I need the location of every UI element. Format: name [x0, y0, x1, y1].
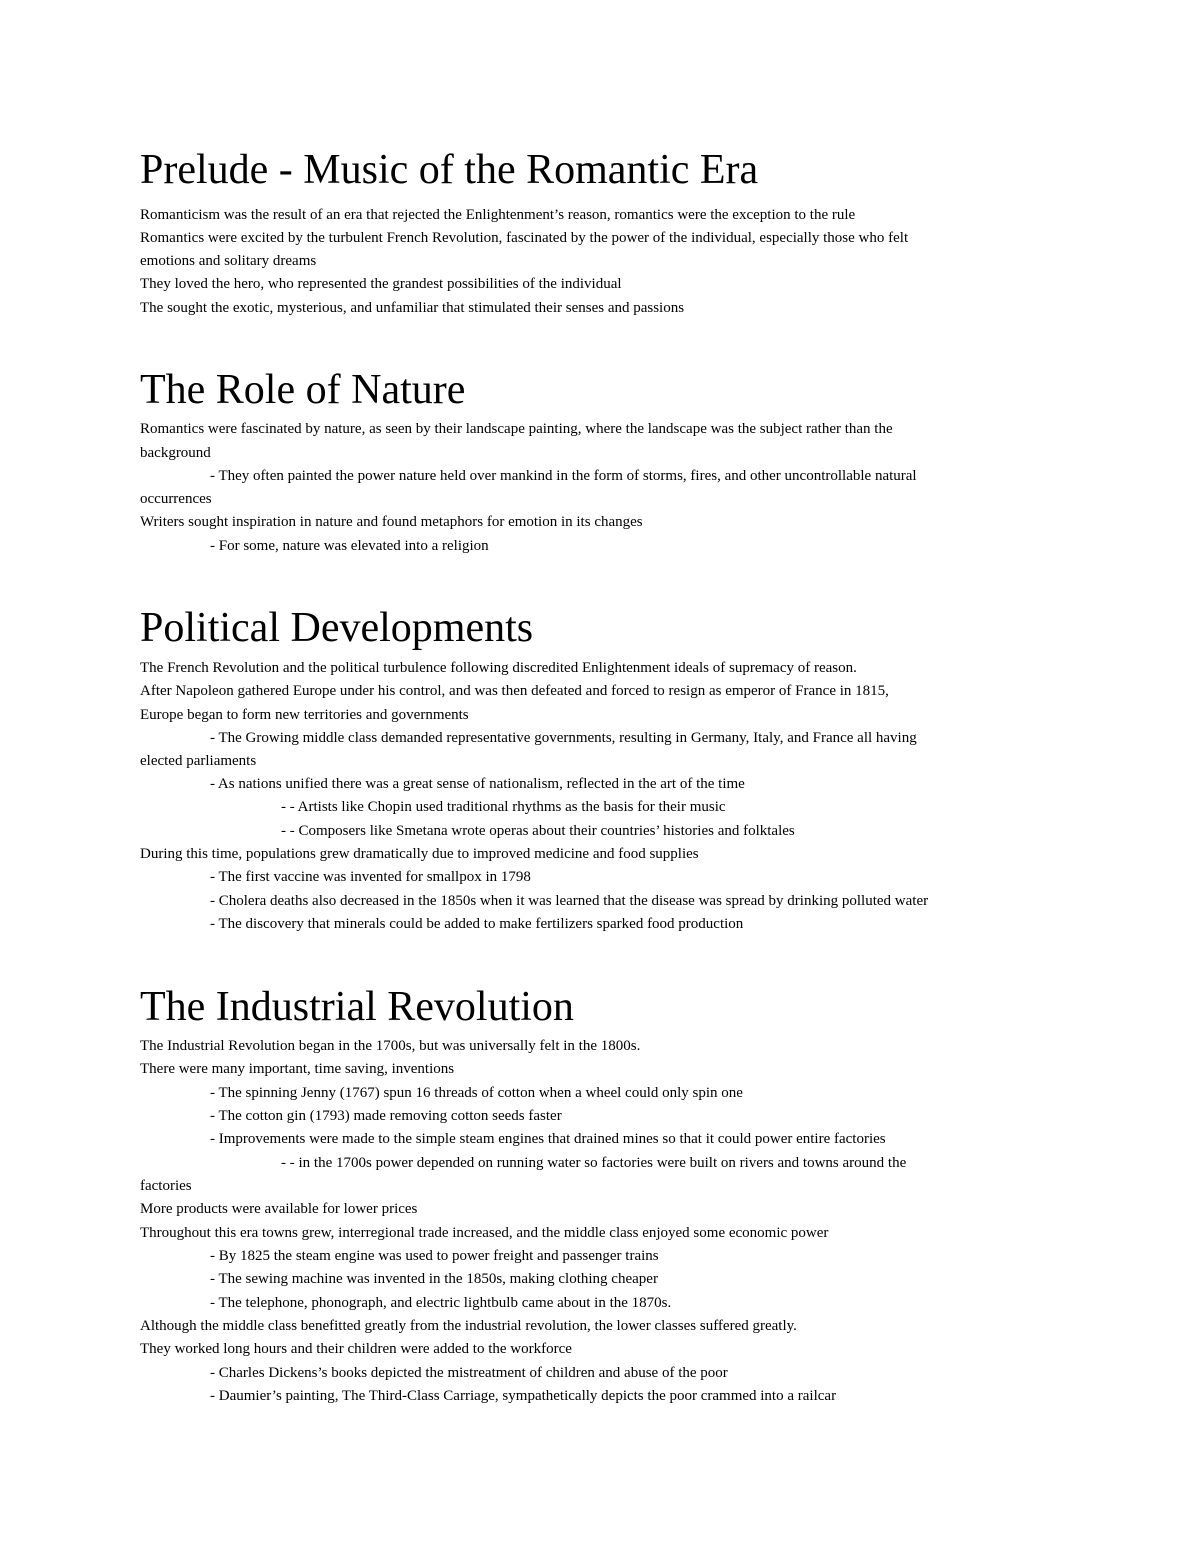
bullet-line: - The telephone, phonograph, and electric lightbulb came about in the 1870s.: [210, 1295, 672, 1311]
text-line: Europe began to form new territories and governments: [140, 707, 469, 723]
sub-bullet-line: - - Artists like Chopin used traditional rhythms as the basis for their music: [281, 799, 726, 815]
bullet-line: - For some, nature was elevated into a religion: [210, 538, 489, 554]
text-line: Writers sought inspiration in nature and found metaphors for emotion in its changes: [140, 514, 643, 530]
text-line: They loved the hero, who represented the grandest possibilities of the individual: [140, 276, 622, 292]
bullet-line: - As nations unified there was a great sense of nationalism, reflected in the art of the time: [210, 776, 745, 792]
text-line: During this time, populations grew dramatically due to improved medicine and food supplies: [140, 846, 699, 862]
section-title-nature: The Role of Nature: [140, 367, 466, 413]
bullet-line: - Charles Dickens’s books depicted the mistreatment of children and abuse of the poor: [210, 1365, 728, 1381]
bullet-line: - The spinning Jenny (1767) spun 16 threads of cotton when a wheel could only spin one: [210, 1085, 743, 1101]
bullet-line: - The first vaccine was invented for smallpox in 1798: [210, 869, 531, 885]
text-line: factories: [140, 1178, 192, 1194]
text-line: Romantics were excited by the turbulent French Revolution, fascinated by the power of the individual, especially those who felt: [140, 230, 909, 246]
text-line: Although the middle class benefitted greatly from the industrial revolution, the lower classes suffered greatly.: [140, 1318, 797, 1334]
bullet-line: - The cotton gin (1793) made removing cotton seeds faster: [210, 1108, 562, 1124]
bullet-line: - The Growing middle class demanded representative governments, resulting in Germany, Italy, and France all having: [210, 730, 917, 746]
section-title-industrial: The Industrial Revolution: [140, 984, 574, 1030]
text-line: Romantics were fascinated by nature, as seen by their landscape painting, where the landscape was the subject rather than the: [140, 421, 893, 437]
text-line: Throughout this era towns grew, interregional trade increased, and the middle class enjoyed some economic power: [140, 1225, 829, 1241]
bullet-line: - Cholera deaths also decreased in the 1850s when it was learned that the disease was spread by drinking polluted water: [210, 893, 929, 909]
bullet-line: - They often painted the power nature held over mankind in the form of storms, fires, and other uncontrollable natural: [210, 468, 917, 484]
text-line: The sought the exotic, mysterious, and unfamiliar that stimulated their senses and passions: [140, 300, 685, 316]
text-line: Romanticism was the result of an era that rejected the Enlightenment’s reason, romantics were the exception to the rule: [140, 207, 856, 223]
text-line: elected parliaments: [140, 753, 257, 769]
sub-bullet-line: - - in the 1700s power depended on running water so factories were built on rivers and towns around the: [281, 1155, 907, 1171]
bullet-line: - The discovery that minerals could be added to make fertilizers sparked food production: [210, 916, 744, 932]
bullet-line: - Improvements were made to the simple steam engines that drained mines so that it could power entire factories: [210, 1131, 886, 1147]
bullet-line: - By 1825 the steam engine was used to power freight and passenger trains: [210, 1248, 659, 1264]
section-title-political: Political Developments: [140, 605, 534, 651]
text-line: There were many important, time saving, inventions: [140, 1061, 455, 1077]
text-line: occurrences: [140, 491, 212, 507]
section-title-prelude: Prelude - Music of the Romantic Era: [140, 147, 759, 193]
text-line: emotions and solitary dreams: [140, 253, 317, 269]
bullet-line: - The sewing machine was invented in the 1850s, making clothing cheaper: [210, 1271, 658, 1287]
text-line: background: [140, 445, 211, 461]
sub-bullet-line: - - Composers like Smetana wrote operas about their countries’ histories and folktales: [281, 823, 795, 839]
text-line: The French Revolution and the political turbulence following discredited Enlightenment ideals of supremacy of reason.: [140, 660, 857, 676]
bullet-line: - Daumier’s painting, The Third-Class Carriage, sympathetically depicts the poor crammed into a railcar: [210, 1388, 837, 1404]
text-line: They worked long hours and their children were added to the workforce: [140, 1341, 572, 1357]
text-line: After Napoleon gathered Europe under his control, and was then defeated and forced to resign as emperor of France in 1815,: [140, 683, 889, 699]
text-line: The Industrial Revolution began in the 1700s, but was universally felt in the 1800s.: [140, 1038, 641, 1054]
text-line: More products were available for lower prices: [140, 1201, 418, 1217]
